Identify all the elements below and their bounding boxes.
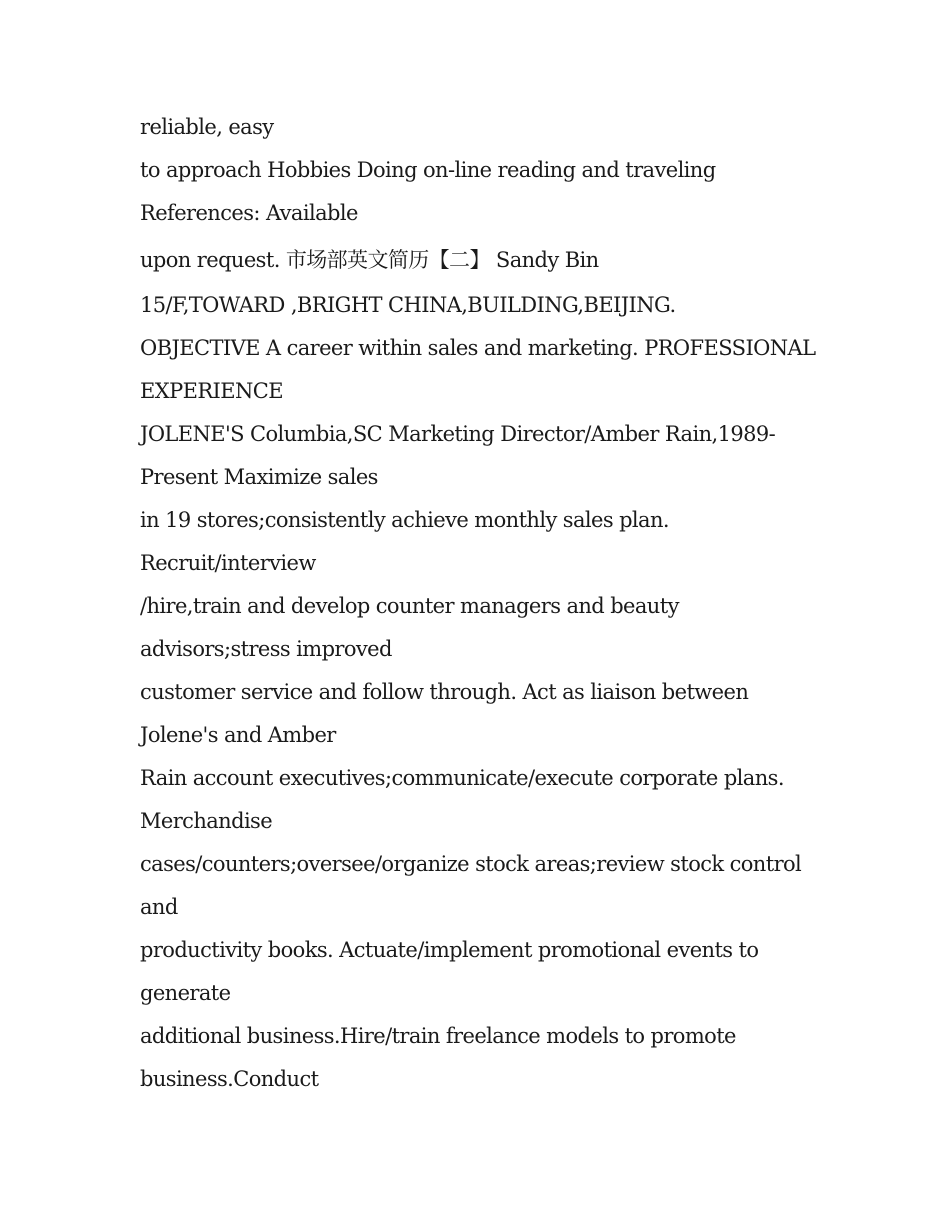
- text-line: References: Available: [140, 201, 358, 225]
- text-line: reliable, easy: [140, 115, 274, 139]
- text-line: upon request. 市场部英文简历【二】 Sandy Bin: [140, 248, 599, 272]
- text-line: advisors;stress improved: [140, 637, 392, 661]
- text-line: in 19 stores;consistently achieve monthly sales plan.: [140, 508, 669, 532]
- text-line: to approach Hobbies Doing on-line reading and traveling: [140, 158, 716, 182]
- text-line: productivity books. Actuate/implement promotional events to: [140, 938, 759, 962]
- text-line: Merchandise: [140, 809, 273, 833]
- text-line: JOLENE'S Columbia,SC Marketing Director/Amber Rain,1989-: [140, 422, 776, 446]
- document-body: [140, 108, 820, 1103]
- text-line: OBJECTIVE A career within sales and marketing. PROFESSIONAL: [140, 336, 816, 360]
- text-line: Recruit/interview: [140, 551, 316, 575]
- text-line: /hire,train and develop counter managers and beauty: [140, 594, 679, 618]
- text-line: Jolene's and Amber: [140, 723, 336, 747]
- text-line: 15/F,TOWARD ,BRIGHT CHINA,BUILDING,BEIJING.: [140, 293, 676, 317]
- text-line: and: [140, 895, 178, 919]
- text-line: additional business.Hire/train freelance models to promote: [140, 1024, 736, 1048]
- text-line: Rain account executives;communicate/execute corporate plans.: [140, 766, 784, 790]
- text-line: customer service and follow through. Act as liaison between: [140, 680, 749, 704]
- text-line: EXPERIENCE: [140, 379, 283, 403]
- text-line: Present Maximize sales: [140, 465, 378, 489]
- text-line: generate: [140, 981, 231, 1005]
- text-line: cases/counters;oversee/organize stock areas;review stock control: [140, 852, 802, 876]
- text-line: business.Conduct: [140, 1067, 319, 1091]
